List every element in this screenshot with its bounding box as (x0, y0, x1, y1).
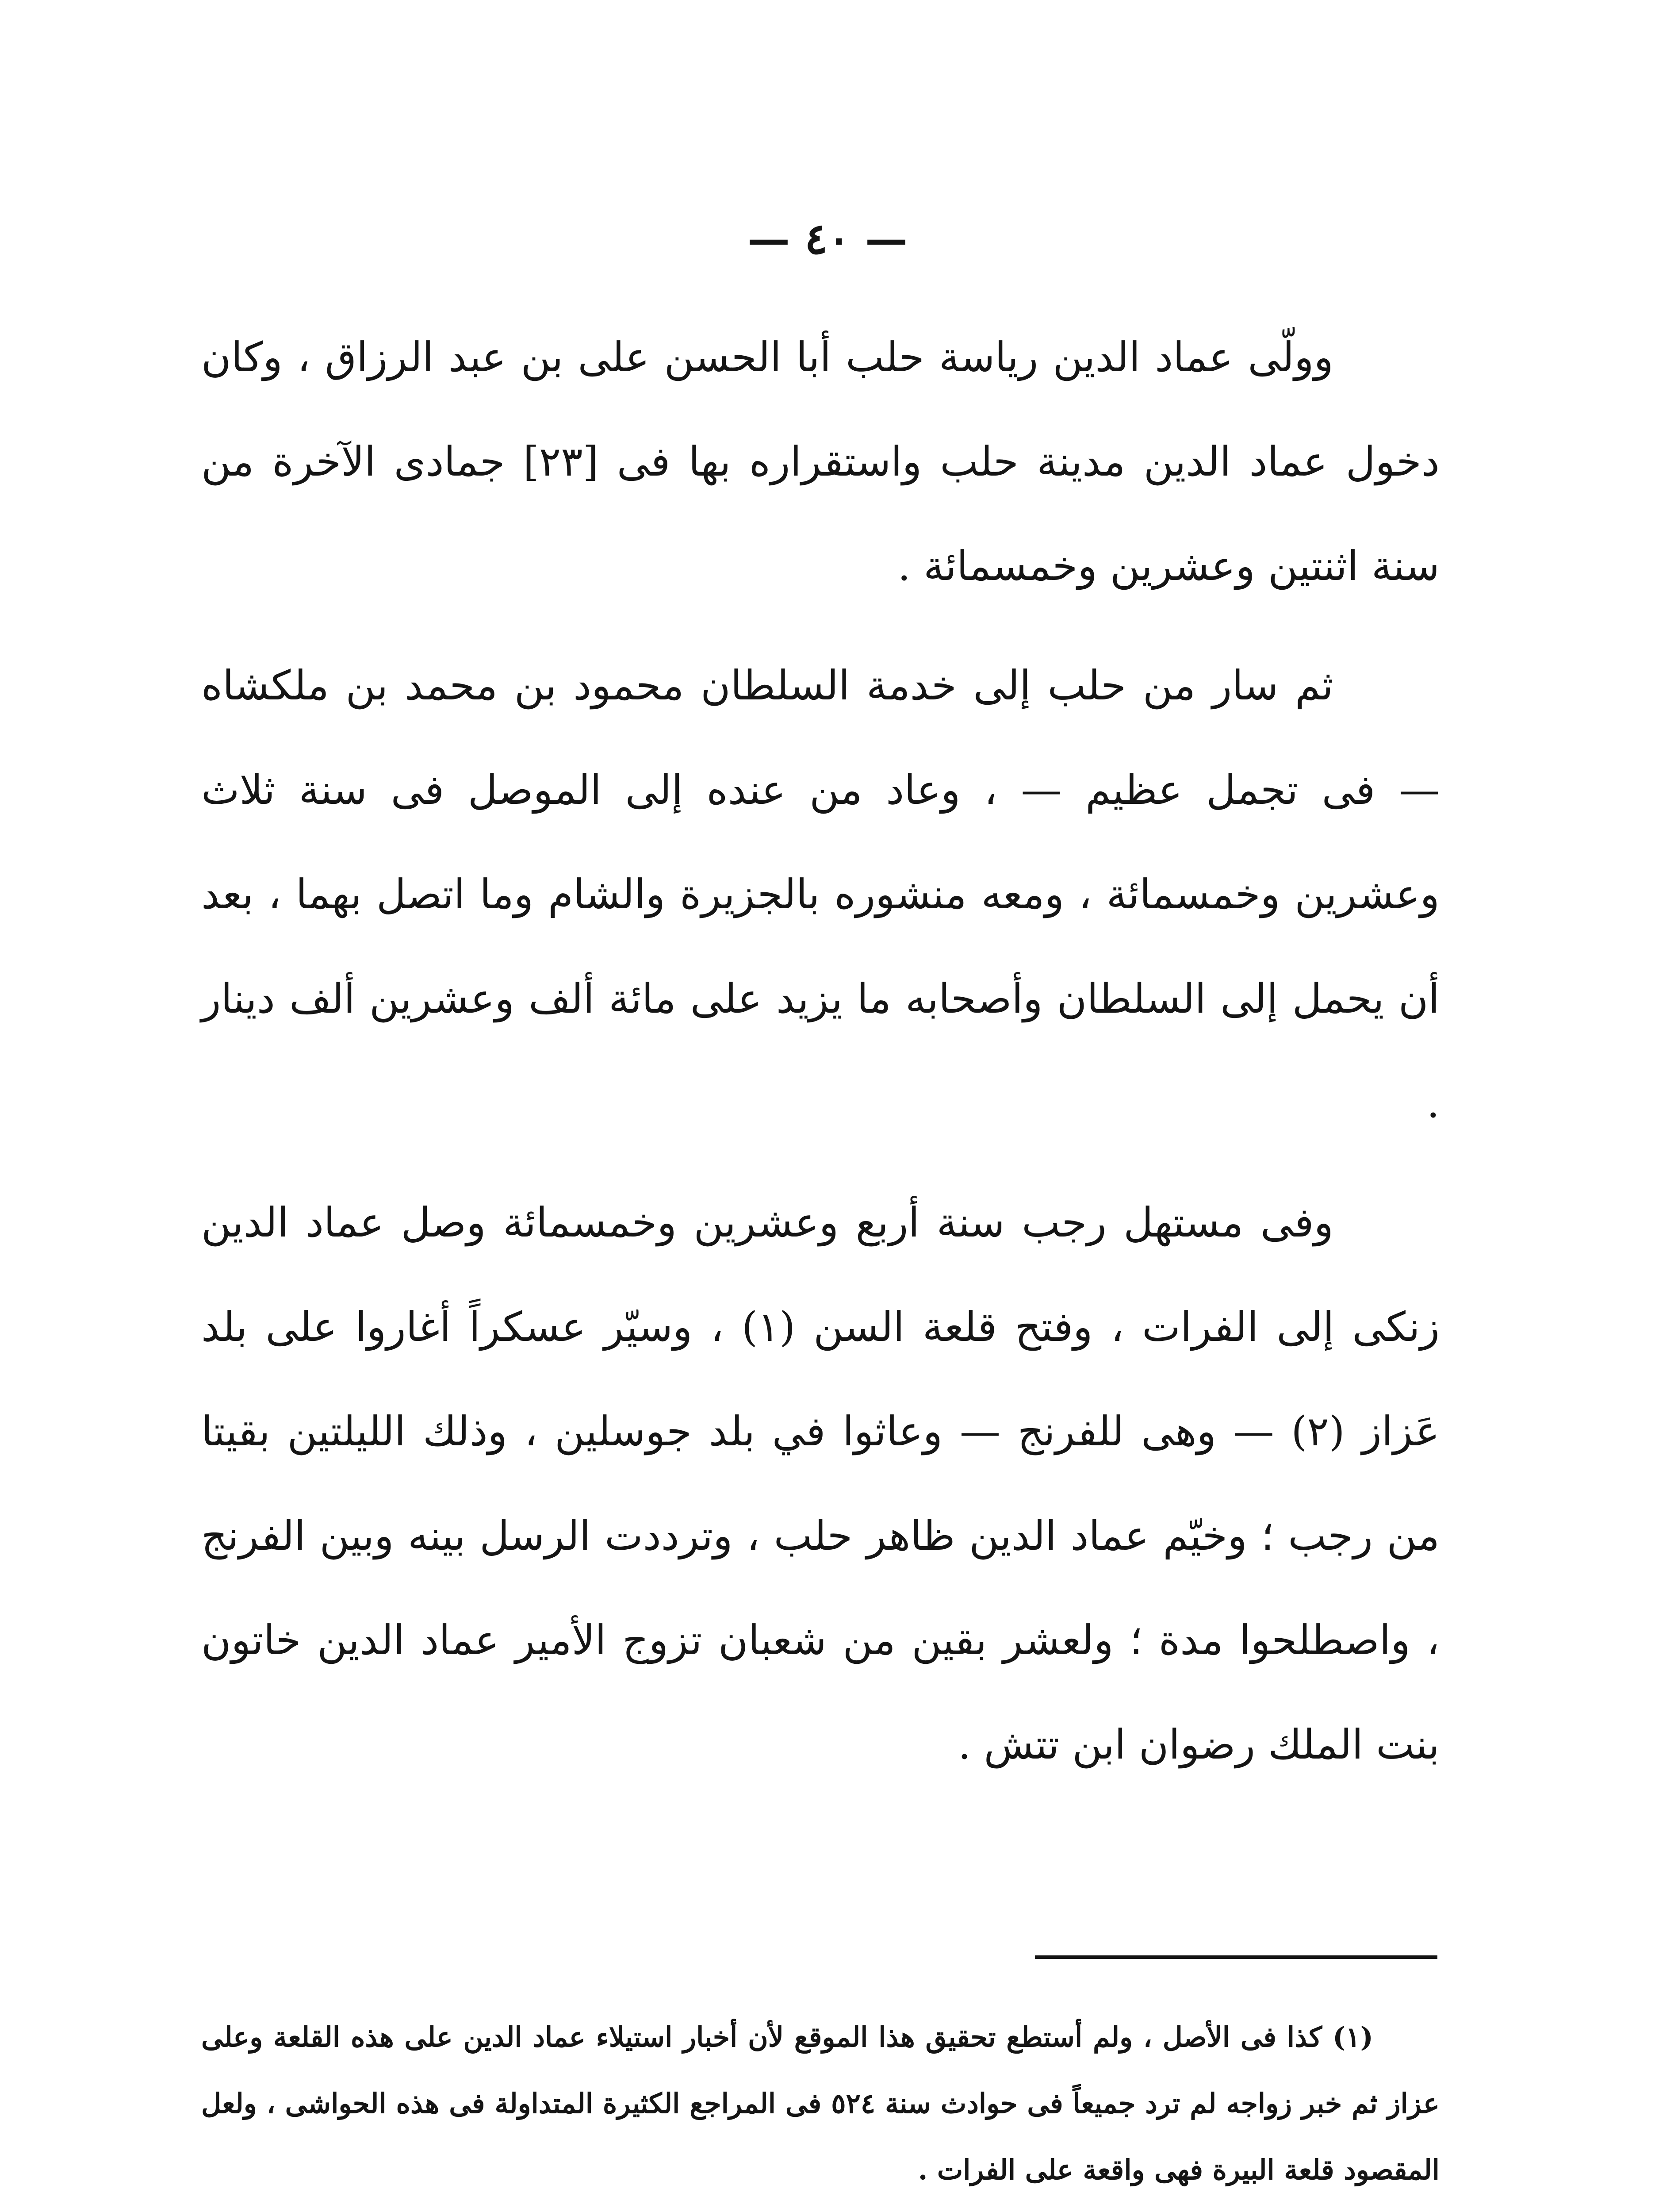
paragraph: وولّى عماد الدين رياسة حلب أبا الحسن على بن عبد الرزاق ، وكان دخول عماد الدين مدينة حلب واستقراره بها فى [٢٣] جمادى الآخرة من سنة اثنتين وعشرين وخمسمائة . (201, 334, 1440, 590)
footnote-divider (1035, 1955, 1437, 1959)
footnote: (١) كذا فى الأصل ، ولم أستطع تحقيق هذا الموقع لأن أخبار استيلاء عماد الدين على هذه القلعة وعلى عزاز ثم خبر زواجه لم ترد جميعاً فى حوادث سنة ٥٢٤ فى المراجع الكثيرة المتداولة فى هذه الحواشى ، ولعل المقصود قلعة البيرة فهى واقعة على الفرات . (201, 2021, 1440, 2186)
page-number: — ٤٠ — (747, 214, 908, 264)
main-text (201, 305, 1440, 1812)
footnote (201, 2203, 1440, 2212)
paragraph: وفى مستهل رجب سنة أربع وعشرين وخمسمائة وصل عماد الدين زنكى إلى الفرات ، وفتح قلعة السن (١) ، وسيّر عسكراً أغاروا على بلد عَزاز (٢) — وهى للفرنج — وعاثوا في بلد جوسلين ، وذلك الليلتين بقيتا من رجب ؛ وخيّم عماد الدين ظاهر حلب ، وترددت الرسل بينه وبين الفرنج ، واصطلحوا مدة ؛ ولعشر بقين من شعبان تزوج الأمير عماد الدين خاتون بنت الملك رضوان ابن تتش . (201, 1199, 1440, 1768)
footnotes (201, 2004, 1440, 2212)
paragraph: ثم سار من حلب إلى خدمة السلطان محمود بن محمد بن ملكشاه — فى تجمل عظيم — ، وعاد من عنده إلى الموصل فى سنة ثلاث وعشرين وخمسمائة ، ومعه منشوره بالجزيرة والشام وما اتصل بهما ، بعد أن يحمل إلى السلطان وأصحابه ما يزيد على مائة ألف وعشرين ألف دينار . (201, 662, 1440, 1127)
